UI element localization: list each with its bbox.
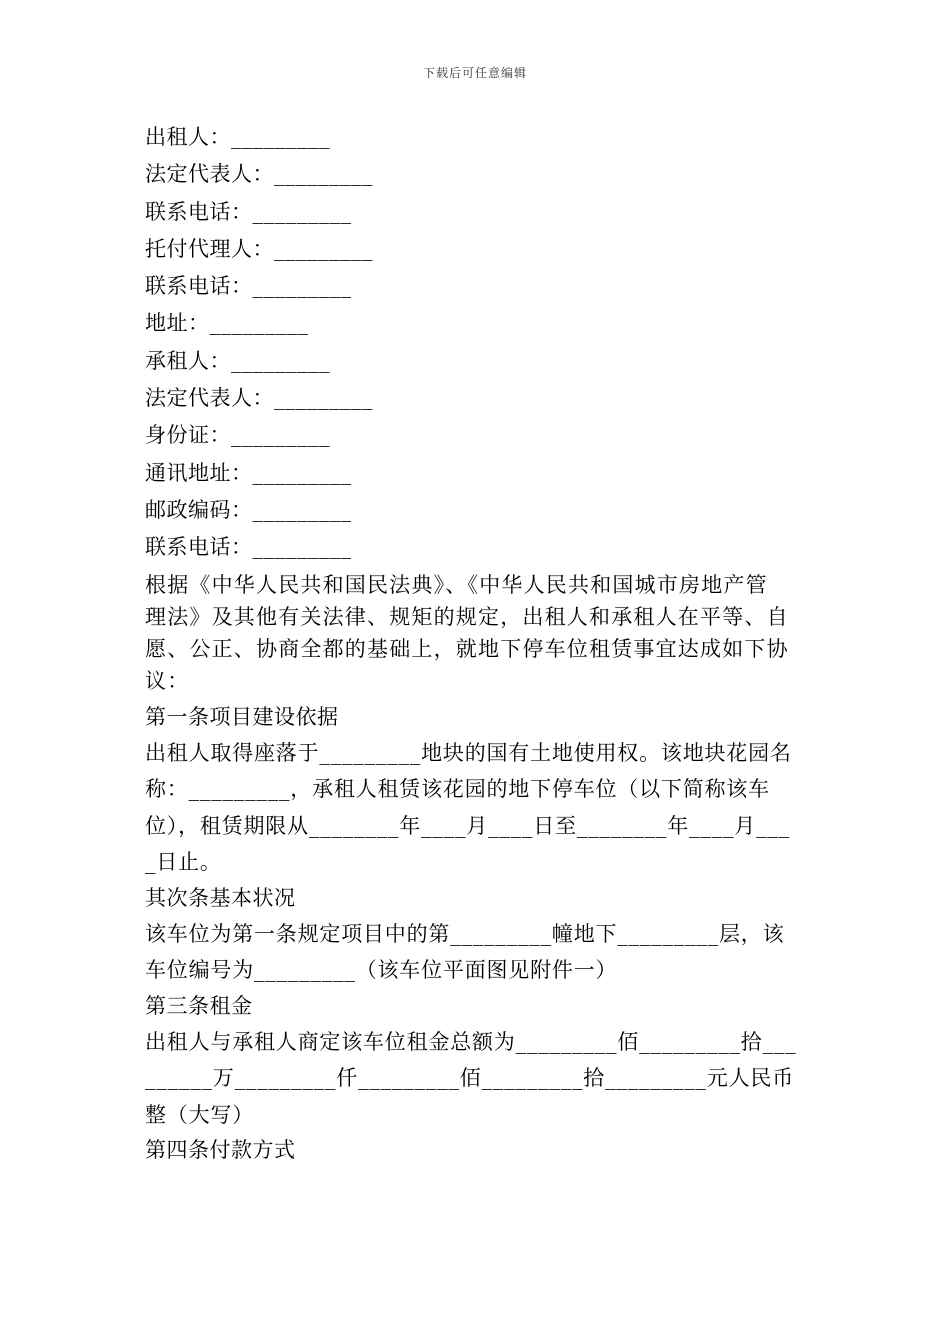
page-header: 下载后可任意编辑 — [422, 66, 527, 80]
article-2-title: 其次条基本状况 — [145, 885, 296, 910]
article-4-title: 第四条付款方式 — [145, 1138, 296, 1163]
lessor-phone-field: 联系电话：_________ — [145, 199, 352, 224]
article-1-title: 第一条项目建设依据 — [145, 704, 339, 729]
lessee-address-field: 通讯地址：_________ — [145, 460, 352, 485]
preamble-line: 愿、公正、协商全都的基础上，就地下停车位租赁事宜达成如下协 — [145, 636, 789, 661]
article-3-line: 整（大写） — [145, 1102, 254, 1127]
article-2-body — [145, 916, 810, 989]
article-2-line: 该车位为第一条规定项目中的第_________幢地下_________层，该 — [145, 921, 785, 946]
lessor-field: 出租人：_________ — [145, 125, 330, 149]
preamble-line: 议： — [145, 668, 190, 693]
preamble-paragraph — [145, 569, 810, 697]
lessor-agent-field: 托付代理人：_________ — [145, 236, 373, 261]
lessor-address-field: 地址：_________ — [145, 311, 309, 336]
article-1-line: 称：_________，承租人租赁该花园的地下停车位（以下简称该车 — [145, 777, 770, 802]
lessee-id-field: 身份证：_________ — [145, 423, 330, 448]
preamble-line: 理法》及其他有关法律、规矩的规定，出租人和承租人在平等、自 — [145, 604, 789, 629]
article-1-line: _日止。 — [145, 850, 222, 875]
agent-phone-field: 联系电话：_________ — [145, 274, 352, 299]
lessee-phone-field: 联系电话：_________ — [145, 535, 352, 560]
article-2-line: 车位编号为_________（该车位平面图见附件一） — [145, 958, 618, 983]
article-1-body — [145, 735, 810, 881]
party-info-list — [145, 119, 810, 567]
lessee-field: 承租人：_________ — [145, 348, 330, 373]
article-3-title: 第三条租金 — [145, 993, 253, 1018]
lessee-legal-rep-field: 法定代表人：_________ — [145, 386, 373, 411]
article-3-line: 出租人与承租人商定该车位租金总额为_________佰_________拾___ — [145, 1029, 797, 1054]
article-3-line: ______万_________仟_________佰_________拾_________元人民币 — [145, 1066, 794, 1091]
article-3-body — [145, 1024, 810, 1134]
document-body — [145, 119, 810, 1168]
article-1-line: 位），租赁期限从________年____月____日至________年____月___ — [145, 813, 790, 838]
preamble-line: 根据《中华人民共和国民法典》、《中华人民共和国城市房地产管 — [145, 572, 768, 597]
lessor-legal-rep-field: 法定代表人：_________ — [145, 162, 373, 187]
lessee-postcode-field: 邮政编码：_________ — [145, 497, 352, 522]
article-1-line: 出租人取得座落于_________地块的国有土地使用权。该地块花园名 — [145, 740, 792, 765]
